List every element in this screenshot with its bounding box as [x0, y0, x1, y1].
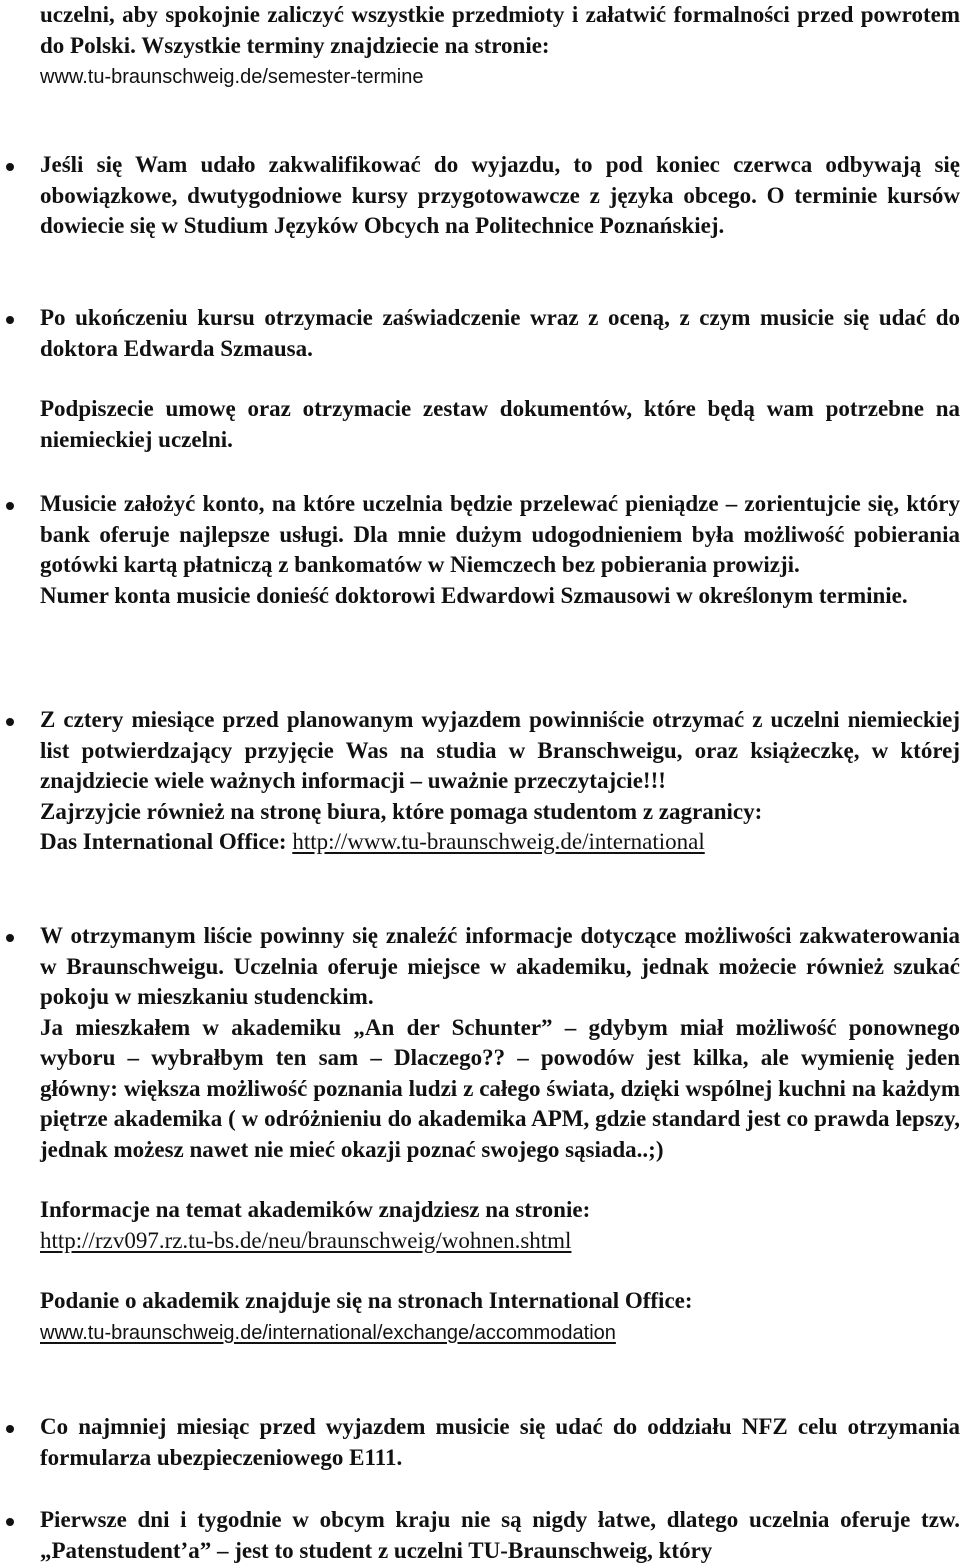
bullet-acceptance-letter	[40, 705, 960, 858]
bullet-text-contract: Podpiszecie umowę oraz otrzymacie zestaw dokumentów, które będą wam potrzebne na niemieckiej uczelni.	[40, 396, 960, 452]
bullet-text: W otrzymanym liście powinny się znaleźć informacje dotyczące możliwości zakwaterowania w Braunschweigu. Uczelnia oferuje miejsce w akademiku, jednak możecie również szukać pokoju w mieszkaniu studenckim.	[40, 923, 960, 1009]
bullet-text-office: Zajrzyjcie również na stronę biura, które pomaga studentom z zagranicy:	[40, 798, 763, 824]
bullet-certificate	[40, 303, 960, 455]
bullet-icon	[6, 1518, 14, 1526]
intro-text: uczelni, aby spokojnie zaliczyć wszystkie przedmioty i załatwić formalności przed powrotem do Polski. Wszystkie terminy znajdziecie na stronie:	[40, 2, 960, 58]
bullet-text: Musicie założyć konto, na które uczelnia będzie przelewać pieniądze – zorientujcie się, który bank oferuje najlepsze usługi. Dla mnie dużym udogodnieniem była możliwość pobierania gotówki kartą płatniczą z bankomatów w Niemczech bez pobierania prowizji.	[40, 491, 960, 577]
bullet-icon	[6, 163, 14, 171]
bullet-text: Jeśli się Wam udało zakwalifikować do wyjazdu, to pod koniec czerwca odbywają się obowiązkowe, dwutygodniowe kursy przygotowawcze z języka obcego. O terminie kursów dowiecie się w Studium Języków Obcych na Politechnice Poznańskiej.	[40, 152, 960, 238]
bullet-text: Pierwsze dni i tygodnie w obcym kraju nie są nigdy łatwe, dlatego uczelnia oferuje tzw. „Patenstudent’a” – jest to student z uczelni TU-Braunschweig, który	[40, 1507, 960, 1563]
bullet-icon	[6, 718, 14, 726]
bullet-patenstudent	[40, 1505, 960, 1566]
bullet-accommodation	[40, 921, 960, 1348]
dormitory-info-label: Informacje na temat akademików znajdziesz na stronie:	[40, 1197, 591, 1222]
office-label: Das International Office:	[40, 829, 293, 854]
bullet-icon	[6, 1425, 14, 1433]
international-office-link[interactable]: http://www.tu-braunschweig.de/international	[292, 829, 705, 854]
dormitory-info-link[interactable]: http://rzv097.rz.tu-bs.de/neu/braunschweig/wohnen.shtml	[40, 1227, 572, 1253]
bullet-preparatory-course	[40, 150, 960, 242]
bullet-text-account-number: Numer konta musicie donieść doktorowi Edwardowi Szmausowi w określonym terminie.	[40, 582, 908, 608]
bullet-insurance	[40, 1412, 960, 1473]
accommodation-link[interactable]: www.tu-braunschweig.de/international/exchange/accommodation	[40, 1321, 616, 1344]
bullet-text: Co najmniej miesiąc przed wyjazdem musicie się udać do oddziału NFZ celu otrzymania formularza ubezpieczeniowego E111.	[40, 1414, 960, 1470]
intro-paragraph	[40, 0, 960, 93]
bullet-icon	[6, 316, 14, 324]
bullet-icon	[6, 934, 14, 942]
bullet-text: Z cztery miesiące przed planowanym wyjazdem powinniście otrzymać z uczelni niemieckiej list potwierdzający przyjęcie Was na studia w Branschweigu, oraz książeczkę, w której znajdziecie wiele ważnych informacji – uważnie przeczytajcie!!!	[40, 707, 960, 793]
bullet-text: Po ukończeniu kursu otrzymacie zaświadczenie wraz z oceną, z czym musicie się udać do doktora Edwarda Szmausa.	[40, 305, 960, 361]
bullet-bank-account	[40, 489, 960, 611]
dormitory-apply-label: Podanie o akademik znajduje się na stronach International Office:	[40, 1288, 693, 1313]
bullet-text-dormitory: Ja mieszkałem w akademiku „An der Schunter” – gdybym miał możliwość ponownego wyboru – wybrałbym ten sam – Dlaczego?? – powodów jest kilka, ale wymienię jeden główny: większa możliwość poznania ludzi z całego świata, dzięki wspólnej kuchni na każdym piętrze akademika ( w odróżnieniu do akademika APM, gdzie standard jest co prawda lepszy, jednak możesz nawet nie mieć okazji poznać swojego sąsiada..;)	[40, 1014, 960, 1162]
semester-termine-link[interactable]: www.tu-braunschweig.de/semester-termine	[40, 66, 424, 88]
bullet-icon	[6, 502, 14, 510]
